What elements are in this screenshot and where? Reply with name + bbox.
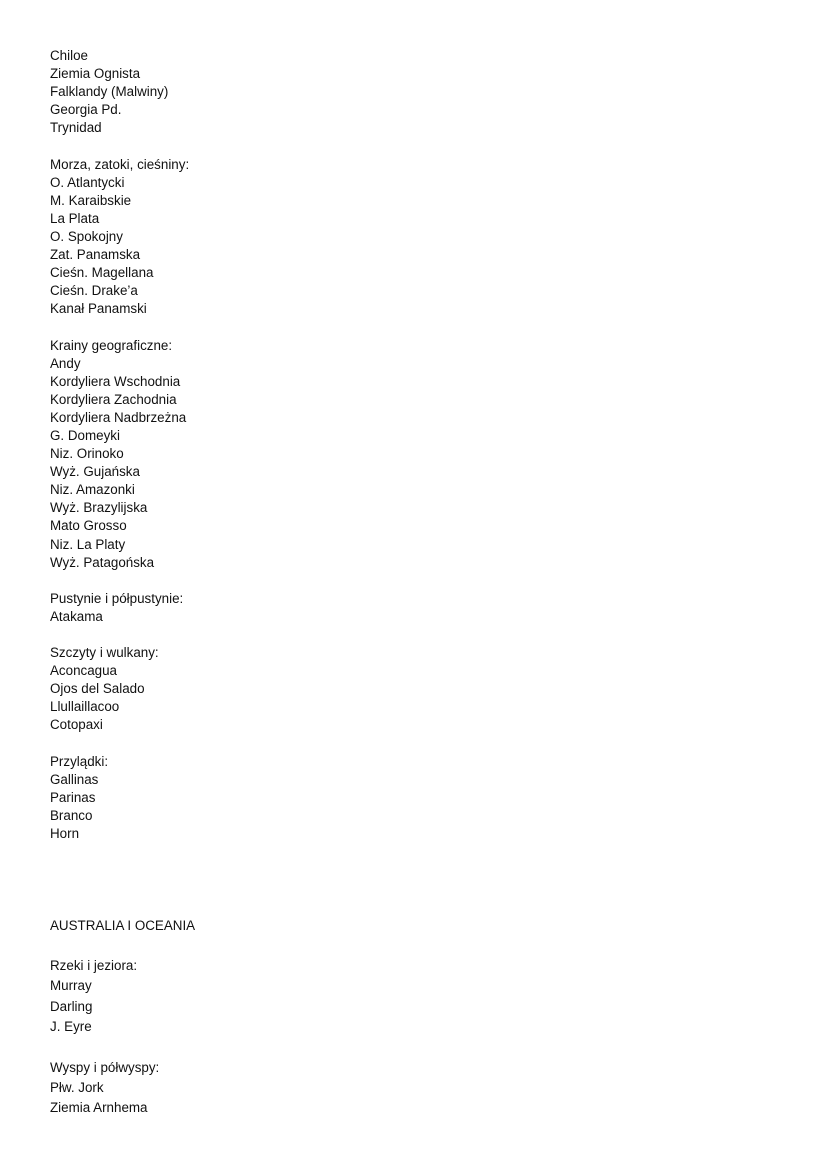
list-item: Cieśn. Drake’a xyxy=(50,283,138,299)
list-item: Parinas xyxy=(50,789,96,805)
list-item: Ziemia Arnhema xyxy=(50,1100,148,1116)
section-heading: Morza, zatoki, cieśniny: xyxy=(50,156,190,172)
deserts-section xyxy=(50,590,750,626)
list-item: Wyż. Brazylijska xyxy=(50,500,148,516)
section-heading: Pustynie i półpustynie: xyxy=(50,590,184,606)
islands-list xyxy=(50,47,750,137)
list-item: O. Atlantycki xyxy=(50,174,125,190)
list-item: O. Spokojny xyxy=(50,228,123,244)
list-item: Ziemia Ognista xyxy=(50,66,141,82)
section-heading: Szczyty i wulkany: xyxy=(50,645,159,661)
list-item: Niz. Amazonki xyxy=(50,482,135,498)
section-heading: Przylądki: xyxy=(50,753,109,769)
list-item: Georgia Pd. xyxy=(50,102,122,118)
list-item: Kordyliera Zachodnia xyxy=(50,391,177,407)
list-item: Atakama xyxy=(50,608,103,624)
list-item: La Plata xyxy=(50,210,100,226)
list-item: Gallinas xyxy=(50,771,99,787)
list-item: Cieśn. Magellana xyxy=(50,265,154,281)
list-item: Branco xyxy=(50,807,93,823)
section-heading: Wyspy i półwyspy: xyxy=(50,1059,160,1075)
list-item: Wyż. Patagońska xyxy=(50,554,155,570)
section-heading: Rzeki i jeziora: xyxy=(50,958,138,974)
list-item: Wyż. Gujańska xyxy=(50,464,140,480)
list-item: Kordyliera Nadbrzeżna xyxy=(50,409,187,425)
australia-section xyxy=(50,916,750,1119)
list-item: Falklandy (Malwiny) xyxy=(50,84,169,100)
list-item: G. Domeyki xyxy=(50,427,120,443)
regions-section xyxy=(50,337,750,572)
list-item: Cotopaxi xyxy=(50,717,103,733)
list-item: Trynidad xyxy=(50,120,102,136)
list-item: Llullaillacoo xyxy=(50,699,120,715)
list-item: Płw. Jork xyxy=(50,1079,104,1095)
list-item: Kordyliera Wschodnia xyxy=(50,373,181,389)
capes-section xyxy=(50,753,750,843)
list-item: M. Karaibskie xyxy=(50,192,132,208)
list-item: J. Eyre xyxy=(50,1019,92,1034)
list-item: Kanał Panamski xyxy=(50,301,147,317)
document-page xyxy=(50,47,750,1118)
section-title: AUSTRALIA I OCEANIA xyxy=(50,917,196,933)
list-item: Andy xyxy=(50,355,81,371)
list-item: Darling xyxy=(50,998,93,1014)
list-item: Niz. Orinoko xyxy=(50,446,124,462)
list-item: Ojos del Salado xyxy=(50,681,145,697)
list-item: Mato Grosso xyxy=(50,518,127,534)
list-item: Murray xyxy=(50,978,92,994)
list-item: Niz. La Platy xyxy=(50,536,126,552)
list-item: Horn xyxy=(50,826,80,842)
list-item: Aconcagua xyxy=(50,663,118,679)
seas-section xyxy=(50,156,750,319)
list-item: Chiloe xyxy=(50,48,88,63)
list-item: Zat. Panamska xyxy=(50,247,141,263)
section-heading: Krainy geograficzne: xyxy=(50,337,173,353)
peaks-section xyxy=(50,644,750,734)
